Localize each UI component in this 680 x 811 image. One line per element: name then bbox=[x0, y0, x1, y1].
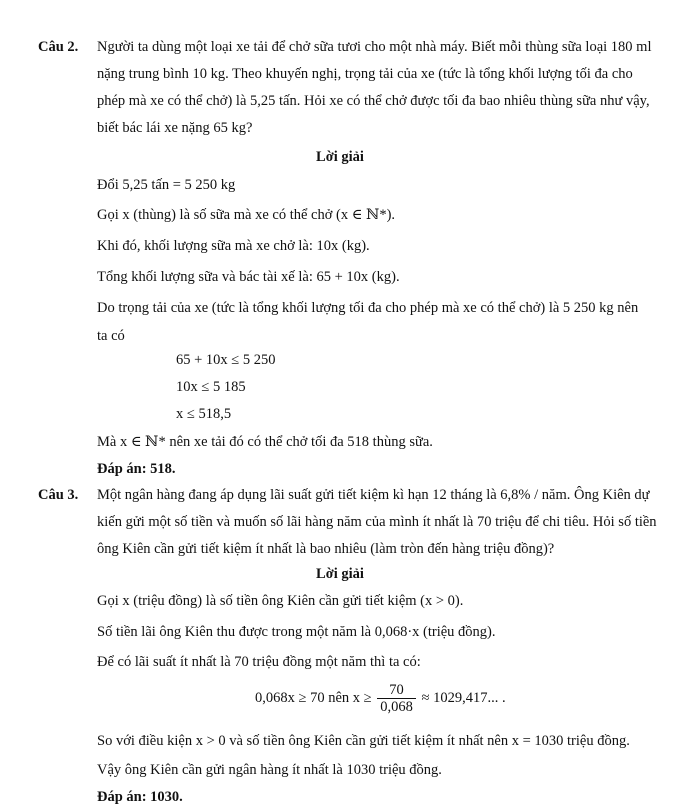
q3-formula bbox=[255, 681, 506, 715]
q3-answer: Đáp án: 1030. bbox=[97, 789, 183, 805]
q3-text-line-1: Một ngân hàng đang áp dụng lãi suất gửi tiết kiệm kì hạn 12 tháng là 6,8% / năm. Ông Kiên dự bbox=[97, 487, 650, 503]
q2-label: Câu 2. bbox=[38, 39, 79, 55]
q2-text-line-4: biết bác lái xe nặng 65 kg? bbox=[97, 120, 253, 136]
q2-text-line-2: nặng trung bình 10 kg. Theo khuyến nghị, trọng tải của xe (tức là tổng khối lượng tối đa cho bbox=[97, 66, 633, 82]
q2-step-3: x ≤ 518,5 bbox=[176, 406, 232, 422]
q3-text-line-3: ông Kiên cần gửi tiết kiệm ít nhất là bao nhiêu (làm tròn đến hàng triệu đồng)? bbox=[97, 541, 555, 557]
q3-solution-line-1: Gọi x (triệu đồng) là số tiền ông Kiên cần gửi tiết kiệm (x > 0). bbox=[97, 593, 464, 609]
q3-formula-left: 0,068x ≥ 70 nên x ≥ bbox=[255, 690, 372, 706]
q2-solution-title: Lời giải bbox=[316, 149, 364, 165]
q3-solution-line-3: Để có lãi suất ít nhất là 70 triệu đồng một năm thì ta có: bbox=[97, 654, 421, 670]
q3-after-line-2: Vậy ông Kiên cần gửi ngân hàng ít nhất là 1030 triệu đồng. bbox=[97, 762, 442, 778]
q2-text-line-3: phép mà xe có thể chở) là 5,25 tấn. Hỏi xe có thể chở được tối đa bao nhiêu thùng sữa như vậy, bbox=[97, 93, 650, 109]
q2-solution-line-5: Do trọng tải của xe (tức là tổng khối lượng tối đa cho phép mà xe có thể chở) là 5 250 kg nên bbox=[97, 300, 639, 316]
q3-formula-right: ≈ 1029,417... . bbox=[421, 690, 506, 706]
q2-conclusion: Mà x ∈ ℕ* nên xe tải đó có thể chở tối đa 518 thùng sữa. bbox=[97, 434, 433, 450]
q3-formula-fraction bbox=[377, 682, 416, 715]
q2-solution-line-4: Tổng khối lượng sữa và bác tài xế là: 65 + 10x (kg). bbox=[97, 269, 400, 285]
q3-label: Câu 3. bbox=[38, 487, 79, 503]
q3-formula-numerator: 70 bbox=[377, 682, 416, 699]
q2-text-line-1: Người ta dùng một loại xe tải để chở sữa tươi cho một nhà máy. Biết mỗi thùng sữa loại 180 ml bbox=[97, 39, 652, 55]
q2-solution-line-2: Gọi x (thùng) là số sữa mà xe có thể chở (x ∈ ℕ*). bbox=[97, 207, 396, 223]
q2-step-2: 10x ≤ 5 185 bbox=[176, 379, 246, 395]
q2-solution-line-1: Đổi 5,25 tấn = 5 250 kg bbox=[97, 177, 236, 193]
q2-step-1: 65 + 10x ≤ 5 250 bbox=[176, 352, 276, 368]
q3-solution-line-2: Số tiền lãi ông Kiên thu được trong một năm là 0,068·x (triệu đồng). bbox=[97, 624, 496, 640]
q2-solution-line-3: Khi đó, khối lượng sữa mà xe chở là: 10x (kg). bbox=[97, 238, 370, 254]
q2-solution-line-6: ta có bbox=[97, 328, 125, 344]
q3-after-line-1: So với điều kiện x > 0 và số tiền ông Kiên cần gửi tiết kiệm ít nhất nên x = 1030 triệu đồng. bbox=[97, 733, 630, 749]
q2-answer: Đáp án: 518. bbox=[97, 461, 176, 477]
q3-text-line-2: kiến gửi một số tiền và muốn số lãi hàng năm của mình ít nhất là 70 triệu để chi tiêu. Hỏi số tiền bbox=[97, 514, 657, 530]
q3-formula-denominator: 0,068 bbox=[380, 699, 413, 716]
q3-solution-title: Lời giải bbox=[316, 566, 364, 582]
